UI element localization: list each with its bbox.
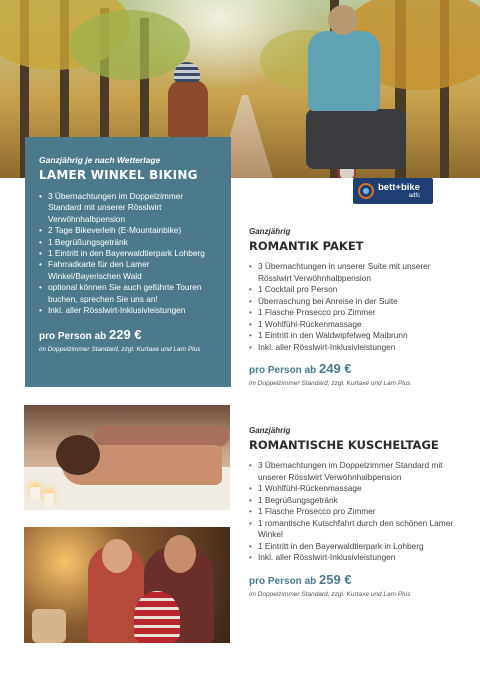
offer-list: [39, 191, 219, 316]
price-prefix: pro Person ab: [249, 365, 317, 376]
offer-lamer-winkel-biking: [25, 137, 231, 387]
bett-bike-logo: [353, 178, 433, 204]
price-amount: 259 €: [319, 571, 352, 587]
list-item: • 1 Wohlfühl-Rückenmassage: [249, 319, 459, 331]
list-item: • 3 Übernachtungen im Doppelzimmer Standard mit unserer Rösslwirt Verwöhnhalbpension: [249, 460, 459, 483]
offer-kicker: Ganzjährig je nach Wetterlage: [39, 155, 161, 165]
offer-price: [39, 327, 219, 342]
offer-kicker: Ganzjährig: [249, 426, 291, 435]
list-item: • 1 Cocktail pro Person: [249, 284, 459, 296]
list-item: • 1 Eintritt in den Waldwipfelweg Maibrunn: [249, 330, 459, 342]
list-item: • 1 Eintritt in den Bayerwaldtierpark Lohberg: [39, 248, 219, 259]
price-note: im Doppelzimmer Standard, zzgl. Kurtaxe und Lam Plus: [249, 590, 411, 598]
offer-kicker: Ganzjährig: [249, 227, 291, 236]
list-item: • 2 Tage Bikeverleih (E-Mountainbike): [39, 225, 219, 236]
list-item: • 3 Übernachtungen im Doppelzimmer Standard mit unserer Rösslwirt Verwöhnhalbpension: [39, 191, 219, 225]
price-note: im Doppelzimmer Standard, zzgl. Kurtaxe und Lam Plus: [249, 380, 411, 387]
offer-price: [249, 361, 459, 376]
list-item: • Überraschung bei Anreise in der Suite: [249, 296, 459, 308]
offer-romantik-paket: [249, 227, 459, 387]
offer-list: [249, 460, 459, 564]
list-item: • Inkl. aller Rösslwirt-Inklusivleistungen: [249, 552, 459, 564]
offer-price: [249, 572, 459, 587]
logo-brand: bett+bike: [378, 181, 420, 193]
list-item: • 1 Flasche Prosecco pro Zimmer: [249, 506, 459, 518]
list-item: • Inkl. aller Rösslwirt-Inklusivleistungen: [39, 305, 219, 316]
list-item: • Inkl. aller Rösslwirt-Inklusivleistungen: [249, 342, 459, 354]
price-amount: 249 €: [319, 361, 352, 376]
list-item: • 3 Übernachtungen in unserer Suite mit unserer Rösslwirt Verwöhnhalbpension: [249, 261, 459, 284]
list-item: • 1 Begrüßungsgetränk: [249, 495, 459, 507]
price-note: im Doppelzimmer Standard, zzgl. Kurtaxe und Lam Plus: [39, 346, 201, 354]
list-item: • 1 romantische Kutschfahrt durch den schönen Lamer Winkel: [249, 518, 459, 541]
offer-list: [249, 261, 459, 353]
list-item: • optional können Sie auch geführte Touren buchen, sprechen Sie uns an!: [39, 282, 219, 305]
list-item: • 1 Begrüßungsgetränk: [39, 237, 219, 248]
price-amount: 229 €: [109, 327, 142, 343]
offer-title: ROMANTISCHE KUSCHELTAGE: [249, 438, 439, 452]
offer-romantische-kuscheltage: [249, 426, 459, 598]
bike-wheel-icon: [358, 183, 374, 199]
list-item: • Fahrradkarte für den Lamer Winkel/Bayerischen Wald: [39, 259, 219, 282]
list-item: • 1 Eintritt in den Bayerwaldtierpark in Lohberg: [249, 541, 459, 553]
price-prefix: pro Person ab: [39, 331, 107, 343]
massage-photo: [24, 405, 230, 510]
list-item: • 1 Wohlfühl-Rückenmassage: [249, 483, 459, 495]
offer-title: ROMANTIK PAKET: [249, 239, 364, 253]
price-prefix: pro Person ab: [249, 575, 317, 587]
couple-photo: [24, 527, 230, 643]
offer-title: LAMER WINKEL BIKING: [39, 168, 198, 182]
logo-sub: adfc: [408, 193, 420, 200]
list-item: • 1 Flasche Prosecco pro Zimmer: [249, 307, 459, 319]
